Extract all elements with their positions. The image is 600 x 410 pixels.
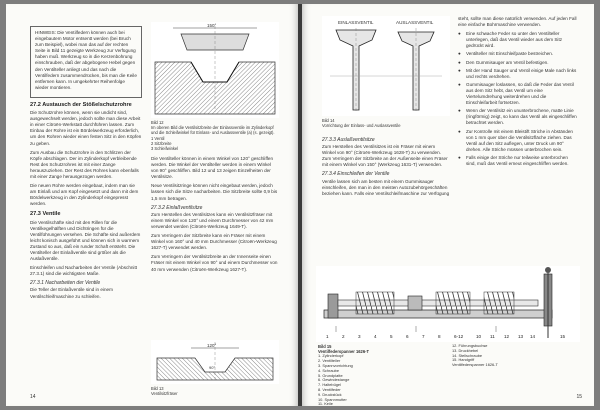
- middle-column: [151, 156, 279, 276]
- tool-label: 11: [490, 334, 495, 339]
- tool-label: 14: [530, 334, 536, 339]
- list-item: ● Falls einige der Striche nur teilweise unterbrochen sind, muß das Ventil erneut eingeschliffen werden.: [458, 155, 578, 167]
- legend-entry: 11. Keile: [318, 402, 333, 406]
- legend-entry: 9. Druckstück: [318, 392, 342, 397]
- right-page-number: 15: [576, 394, 582, 400]
- legend-entry: 6. Gewindestange: [318, 378, 350, 383]
- tool-label: 3: [358, 334, 361, 339]
- legend-entry: 15. Handgriff: [452, 358, 475, 363]
- column-2-intro: steht, sollte man diese natürlich verwenden. Auf jeden Fall eine einfache Bohrmaschine verwenden.: [458, 16, 577, 28]
- legend-entry: 12. Führungsbuchse: [452, 344, 488, 348]
- tool-label: 2: [342, 334, 345, 339]
- figure-13-caption-text: Bild 13 Ventilsitzfräser: [151, 386, 178, 397]
- tool-label: 10: [476, 334, 482, 339]
- list-item: ● Zur Kontrolle mit einem Bleistift Striche in Abständen von 1 mm quer über die Ventilsitzfläche ziehen. Das Ventil auf den Sitz auflegen, unter Druck um 90° drehen. Alle Striche müssen unterbrochen sein.: [458, 129, 578, 153]
- valve-spring-compressor-drawing: [316, 266, 580, 342]
- figure-12-caption: [151, 120, 279, 151]
- intake-exhaust-valves-drawing: [322, 16, 450, 116]
- list-item: ● Den Gummisauger am Ventil befestigen.: [458, 60, 578, 66]
- figure-15-caption: [318, 344, 442, 406]
- tool-label: 5: [390, 334, 393, 339]
- section-27-3-2-paragraph: Zum Verringern der Sitzbreite kann ein Fräser mit einem Winkel von 160° und 40 mm Durchmesser (Citroën-Werkzeug 1627-T) verwendet werden.: [151, 233, 277, 251]
- figure-12: [151, 22, 279, 118]
- tool-label: 8: [438, 334, 441, 339]
- legend-entry: 3. Spannvorrichtung: [318, 364, 353, 368]
- tool-label: 13: [518, 334, 524, 339]
- legend-entry: 4. Schraube: [318, 368, 339, 373]
- legend-entry: 1. Zylinderkopf: [318, 354, 344, 359]
- tool-label: 15: [560, 334, 566, 339]
- section-27-2-paragraph: Die Schutzrohre können, wenn sie undicht sind, ausgewechselt werden, jedoch sollte man diese Arbeit in einer Citroën-Werkstatt durchführen lassen. Zum Einbau der Rohre ist ein Bördelwerkzeug erforderlich, um den Rohren wieder einen festen Sitz in den Köpfen zu geben.: [30, 110, 142, 146]
- angle-label-120: 120°: [207, 343, 217, 348]
- section-27-3-2-paragraph: Zum Herstellen des Ventilsitzes kann ein Ventilsitzfräser mit einem Winkel von 120° und einem Durchmesser von 42 mm verwendet werden (Citroën-Werkzeug 1649-T).: [151, 211, 274, 229]
- section-27-3-paragraph: Die Ventilschäfte sind mit den Rillen für die Ventilkegelhälften und Dichtringen für die Ventilführungen versehen. Die Schäfte sind außerdem leicht konisch ausgeführt und können sich in warmem Zustand so aus, daß ein runder Schaft entsteht. Die Ventilteller der Einlaßventile sind größer als die Auslaßventile.: [30, 219, 141, 262]
- seat-cutter-drawing: [151, 340, 279, 384]
- exhaust-valve-label: AUSLASSVENTIL: [396, 20, 434, 25]
- figure-13: [151, 340, 279, 384]
- intake-valve-label: EINLASSVENTIL: [338, 20, 374, 25]
- legend-entry: 13. Druckhebel: [452, 348, 479, 353]
- hint-text: HINWEIS: Die Ventilfedern können auch bei eingebautem Motor entsentt werden (bei Bruch zum Beispiel), wobei man das auf der rechten Seite in Bild 11 gezeigte Werkzeug zur Verfügung haben muß. Werkzeug so in die Kerzenbohrung einschrauben, daß der abgebogene Hebel gegen den Ventilteller anliegt und das nach die Ventilfedern zusammendrücken, bis man die Keile entfernen kann. In umgekehrter Reihenfolge wieder montieren.: [35, 30, 137, 90]
- tool-label: 4: [374, 334, 377, 339]
- section-27-3-3-paragraph: Zum Herstellen des Ventilsitzes ist ein Fräser mit einem Winkel von 90° (Citroën-Werkzeug 1628-T) zu verwenden. Zum Verringern der Sitzbreite an der Außenseite einen Fräser mit einem Winkel von 150° (Werkzeug 1631-T) verwenden.: [322, 144, 448, 168]
- hint-box: [30, 26, 142, 98]
- legend-entry: 7. Haltebügel: [318, 383, 341, 388]
- legend-entry: 14. Stellschraube: [452, 353, 483, 358]
- legend-entry: 10. Spannmutter: [318, 397, 347, 402]
- list-item: ● Ventilteller mit Einschleifpaste bestreichen.: [458, 51, 578, 57]
- book-spread: [6, 4, 594, 406]
- figure-13-caption: [151, 386, 279, 396]
- section-27-3-title: 27.3 Ventile: [30, 211, 61, 218]
- section-27-3-paragraph: Einschleifen und Nacharbeiten der Ventile (Abschnitt 27.3.1) sind die wichtigsten Maße.: [30, 265, 137, 277]
- angle-label-150: 150°: [207, 23, 217, 28]
- figure-14: [322, 16, 450, 116]
- left-page-column: [30, 26, 142, 303]
- tool-label: 6-12: [454, 334, 464, 339]
- figure-15-legend-right: [452, 344, 578, 368]
- procedure-list: [458, 31, 578, 167]
- section-27-2-paragraph: Zum Ausbau die Schutzrohre in den Schlitzen der Köpfe abschlagen. Der im Zylinderkopf verbleibende Rest des Schutzrohres ist mit einer Zange herauszuziehen. Der Rest des Rohres kann ebenfalls mit einer Zange herausgezogen werden.: [30, 149, 139, 179]
- left-page-number: 14: [30, 394, 36, 400]
- right-page-column-1: [322, 134, 450, 200]
- tool-label: 1: [326, 334, 329, 339]
- figure-15: [316, 266, 580, 342]
- section-27-3-1-title: 27.3.1 Nacharbeiten der Ventile: [30, 280, 101, 287]
- section-27-3-1-paragraph: Die Teller der Einlaßventile sind in einem Ventilschleifmaschine zu schleifen.: [30, 287, 113, 299]
- figure-15-legend-left: [318, 354, 442, 406]
- list-item: ● Eine schwache Feder so unter den Ventilteller unterlegen, daß das Ventil wieder aus dem Sitz gedrückt wird.: [458, 31, 578, 49]
- legend-entry: Ventilfederspanner 1626-T: [452, 363, 498, 368]
- angle-label-90: 90°: [209, 365, 216, 370]
- legend-entry: 5. Grundplatte: [318, 373, 343, 378]
- figure-15-caption-text: Bild 15 Ventilfederspanner 1626-T: [318, 344, 369, 355]
- legend-entry: 8. Ventilfeder: [318, 387, 341, 392]
- right-page-column-2: [458, 16, 578, 169]
- tool-label: 12: [504, 334, 510, 339]
- section-27-3-2-title: 27.3.2 Einlaßventilsitze: [151, 204, 203, 211]
- list-item: ● Gummisauger loslassen, so daß die Feder das Ventil aus dem Sitz hebt, das Ventil um eine Viertelumdrehung weiterdrehen und die Einschleifarbeit fortsetzen.: [458, 82, 578, 106]
- legend-entry: 2. Ventilteller: [318, 359, 341, 364]
- right-page: [302, 4, 594, 406]
- section-27-2-paragraph: Die neuen Rohre werden eingebaut, indem man sie am Einlaß und am Kopf eingesetzt und dann mit dem Bördelwerkzeug in den Zylinderkopf eingepresst werden.: [30, 183, 139, 207]
- section-27-3-4-title: 27.3.4 Einschleifen der Ventile: [322, 171, 390, 178]
- valve-seat-drawing: [151, 22, 279, 118]
- figure-12-caption-text: Bild 12 Im oberen Bild die Ventilsitzbreite der Einlassventile im Zylinderkopf und die Schleifwinkel für Einlass- und Auslassventile (a) (s. gezeigt). 1 Ventil 2 Sitzbreite 3 Schleifwinkel: [151, 120, 275, 152]
- tool-label: 7: [422, 334, 425, 339]
- tool-label: 6: [406, 334, 409, 339]
- list-item: ● Mit der Hand Sauger und Ventil einige Male nach links und rechts verdrehen.: [458, 68, 578, 80]
- figure-14-caption: [322, 118, 450, 128]
- middle-paragraph: Neue Ventilsitzringe können nicht eingebaut werden, jedoch lassen sich die Sitze nacharbeiten. Die Sitzbreite sollte 0,9 bis 1,5 mm betragen.: [151, 183, 278, 201]
- section-27-3-2-paragraph: Zum Verringern der Ventilsitzbreite an der Innenseite einen Fräser mit einem Winkel von 90° und einem Durchmesser von 40 mm verwenden (Citroën-Werkzeug 1627-T).: [151, 254, 278, 272]
- middle-paragraph: Die Ventilteller können in einem Winkel von 120° geschliffen werden. Die Winkel der Ventilteller werden in einem Winkel von 90° geschliffen. Bild 12 und 13 zeigen Einzelheiten der Ventilsitze.: [151, 156, 274, 180]
- section-27-3-3-title: 27.3.3 Auslaßventilsitze: [322, 137, 375, 143]
- list-item: ● Wenn der Ventilsitz ein ununterbrochene, matte Linie (ringförmig) zeigt, so kann das Ventil als eingeschliffen betrachtet werden.: [458, 108, 578, 126]
- section-27-2-title: 27.2 Austausch der Stößelschutzrohre: [30, 101, 132, 108]
- figure-14-caption-text: Bild 14 Vorrichtung der Einlass- und Auslassventile: [322, 118, 401, 129]
- section-27-3-4-paragraph: Ventile lassen sich am besten mit einem Gummisauger einschleifen, den man in den meisten Autozubehörgeschäften beziehen kann. Falls eine Ventilschleifmaschine zur Verfügung: [322, 178, 450, 196]
- left-page: [6, 4, 298, 406]
